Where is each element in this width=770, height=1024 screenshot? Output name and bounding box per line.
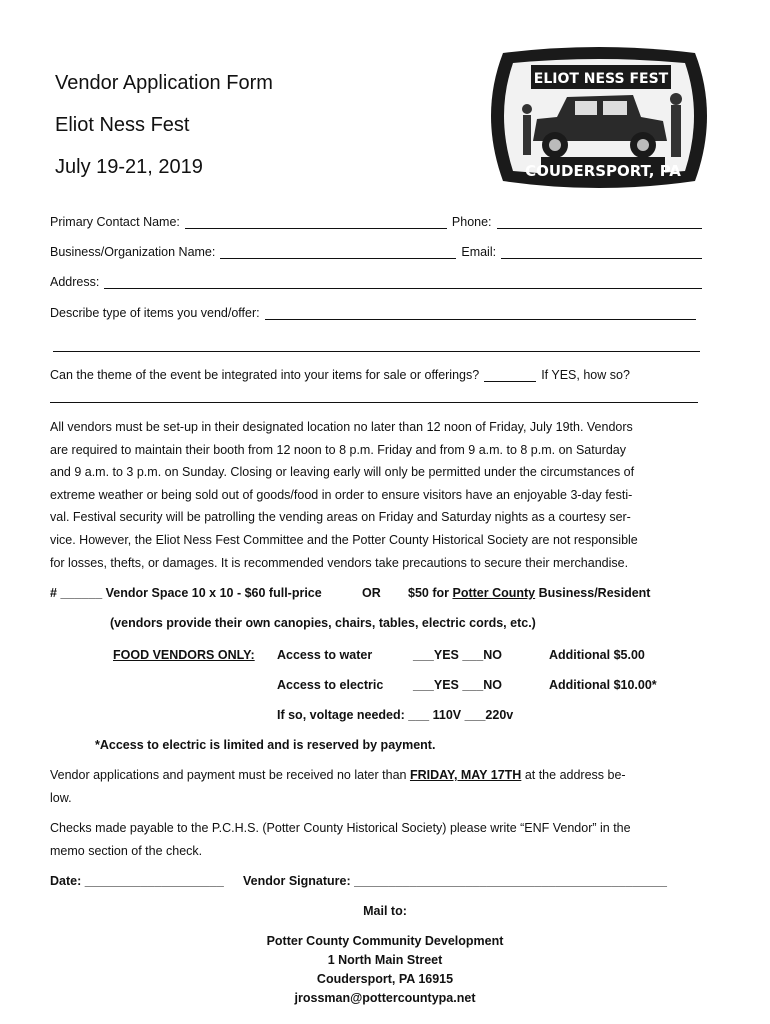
or-label: OR (362, 586, 381, 600)
mail-street: 1 North Main Street (327, 953, 443, 967)
describe-label: Describe type of items you vend/offer: (50, 306, 260, 320)
deadline-line-1 (50, 768, 626, 782)
vendor-space-label: Vendor Space 10 x 10 - $60 full-price (105, 586, 322, 600)
deadline-line-2: low. (50, 791, 72, 805)
mail-email[interactable]: jrossman@pottercountypa.net (294, 991, 476, 1005)
theme-question-row (50, 368, 686, 382)
space-count-field[interactable]: ______ (60, 586, 103, 600)
electric-price: Additional $10.00* (549, 678, 657, 692)
business-field[interactable] (220, 246, 456, 259)
date-field[interactable]: Date: ____________________ (50, 874, 224, 888)
water-options[interactable]: ___YES ___NO (413, 648, 502, 662)
phone-label: Phone: (451, 215, 492, 229)
rules-line: and 9 a.m. to 3 p.m. on Sunday. Closing or leaving early will only be permitted under the circumstances of (50, 465, 635, 480)
deadline-date: FRIDAY, MAY 17TH (409, 768, 522, 782)
theme-answer-field[interactable] (484, 369, 536, 382)
primary-contact-field[interactable] (185, 216, 447, 229)
form-header (55, 62, 273, 188)
email-field[interactable] (501, 246, 702, 259)
rules-line: val. Festival security will be patrolling the vending areas on Friday and Saturday nights as a courtesy ser- (50, 510, 631, 525)
water-price: Additional $5.00 (549, 648, 645, 662)
theme-question-label: Can the theme of the event be integrated into your items for sale or offerings? (50, 368, 480, 382)
event-dates: July 19-21, 2019 (55, 156, 203, 178)
water-label: Access to water (277, 648, 373, 662)
discount-price: $50 for (408, 586, 449, 600)
mail-to-label: Mail to: (363, 904, 407, 918)
describe-row (50, 306, 696, 320)
logo-top-text: ELIOT NESS FEST (533, 71, 669, 87)
mail-city: Coudersport, PA 16915 (316, 972, 454, 986)
rules-line: All vendors must be set-up in their designated location no later than 12 noon of Friday, July 19th. Vendors (50, 420, 633, 434)
deadline-after: at the address be- (521, 768, 626, 782)
rules-line: for losses, thefts, or damages. It is recommended vendors take precautions to secure their merchandise. (50, 555, 629, 570)
if-yes-field[interactable] (50, 402, 698, 403)
event-name: Eliot Ness Fest (55, 114, 190, 136)
primary-contact-label: Primary Contact Name: (50, 215, 180, 229)
rules-line: are required to maintain their booth from 12 noon to 8 p.m. Friday and from 9 a.m. to 8 p.m. on Saturday (50, 442, 626, 457)
address-label: Address: (50, 275, 100, 289)
business-label: Business/Organization Name: (50, 245, 216, 259)
email-label: Email: (461, 245, 497, 259)
electric-note: *Access to electric is limited and is reserved by payment. (95, 738, 436, 752)
food-vendors-label: FOOD VENDORS ONLY: (113, 648, 255, 662)
describe-field[interactable] (265, 307, 696, 320)
voltage-row[interactable]: If so, voltage needed: ___ 110V ___220v (277, 708, 514, 722)
vendor-provide-note: (vendors provide their own canopies, chairs, tables, electric cords, etc.) (110, 616, 536, 630)
vendor-rules-paragraph (50, 416, 702, 574)
eliot-ness-fest-logo (483, 45, 715, 192)
potter-county-label: Potter County (452, 586, 536, 600)
business-resident-label: Business/Resident (538, 586, 651, 600)
electric-options[interactable]: ___YES ___NO (413, 678, 502, 692)
rules-line: extreme weather or being sold out of goods/food in order to ensure visitors have an enjoyable 3-day festi- (50, 487, 633, 502)
phone-field[interactable] (497, 216, 702, 229)
vendor-signature-field[interactable]: Vendor Signature: _____________________________________________ (243, 874, 667, 888)
deadline-before: Vendor applications and payment must be received no later than (50, 768, 410, 782)
checks-line-2: memo section of the check. (50, 844, 203, 858)
checks-line-1: Checks made payable to the P.C.H.S. (Potter County Historical Society) please write “ENF Vendor” in the (50, 821, 631, 835)
address-row (50, 275, 702, 289)
mail-org: Potter County Community Development (266, 934, 504, 948)
rules-line: vice. However, the Eliot Ness Fest Committee and the Potter County Historical Society are not responsible (50, 532, 638, 547)
vendor-space-row (50, 586, 322, 600)
electric-label: Access to electric (277, 678, 384, 692)
form-title: Vendor Application Form (55, 72, 273, 94)
if-yes-label: If YES, how so? (541, 368, 630, 382)
address-field[interactable] (104, 276, 702, 289)
describe-field-line-2[interactable] (53, 351, 700, 352)
logo-bottom-text: COUDERSPORT, PA (525, 162, 681, 180)
discount-row (408, 586, 650, 600)
business-row (50, 245, 702, 259)
primary-contact-row (50, 215, 702, 229)
space-hash: # (50, 586, 57, 600)
